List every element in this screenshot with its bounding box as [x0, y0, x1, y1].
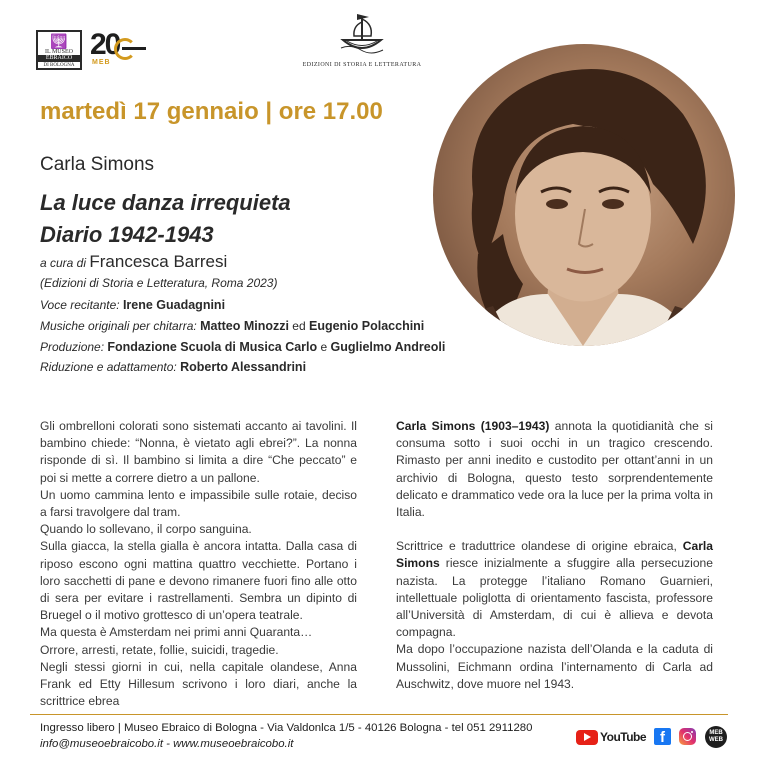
credit-adaptation — [40, 360, 306, 374]
instagram-icon[interactable] — [679, 728, 696, 745]
mebweb-line1: MEB — [709, 730, 723, 736]
credit-production — [40, 340, 445, 354]
credit-production-role: Produzione: — [40, 340, 108, 354]
anniversary-logo — [90, 30, 146, 70]
museo-ebraico-logo — [36, 30, 82, 70]
credit-adaptation-name: Roberto Alessandrini — [180, 360, 307, 374]
museo-logo-line3: DI BOLOGNA — [43, 63, 75, 68]
museo-logo-line1: IL MUSEO — [45, 49, 73, 55]
body-right-p1-text: annota la quotidianità che si consuma sotto i suoi occhi in un tragico crescendo. Rimasto per anni inedito e custodito per ottant’anni in un archivio di Bologna, questo testo sorprendentemente delicato e drammatico vede ora la luce per la prima volta in Italia. — [396, 419, 713, 520]
footer-divider — [30, 714, 728, 715]
anniversary-number: 20 — [90, 28, 120, 61]
credit-voice — [40, 298, 225, 312]
book-title-line2: Diario 1942-1943 — [40, 222, 214, 247]
anniversary-sub: MEB — [92, 59, 111, 66]
museo-logo-line2: EBRAICO — [38, 55, 80, 62]
credit-music-join: ed — [288, 319, 309, 333]
credit-adaptation-role: Riduzione e adattamento: — [40, 360, 181, 374]
anniversary-bar — [122, 47, 146, 50]
publisher-logo — [292, 10, 432, 72]
credit-music-name2: Eugenio Polacchini — [308, 319, 425, 333]
curator-name: Francesca Barresi — [89, 252, 228, 271]
author-portrait — [433, 44, 735, 346]
body-right-p2-text: riesce inizialmente a sfuggire alla persecuzione nazista. La protegge l’italiano Romano Guarnieri, intellettuale poliglotta di orientamento fascista, professore all’Università di Amsterdam, di cui è allieva e devota compagna. — [396, 556, 713, 640]
body-left-paragraph: Ma questa è Amsterdam nei primi anni Quaranta… — [40, 625, 313, 640]
mebweb-line2: WEB — [709, 737, 723, 743]
menorah-icon: 🕎 — [50, 33, 68, 49]
credit-production-name1: Fondazione Scuola di Musica Carlo — [107, 340, 318, 354]
body-left-paragraph: Sulla giacca, la stella gialla è ancora intatta. Dalla casa di riposo escono ogni mattina quattro vecchiette. Portano i loro sacchetti di pane e devono rimanere fuori fino alle otto di sera per evitare i rastrellamenti. Sembra un dipinto di Bruegel o il motivo grottesco di un’opera teatrale. — [40, 539, 357, 623]
youtube-label: YouTube — [600, 730, 647, 744]
body-right-author-name: Carla Simons — [396, 539, 713, 571]
credit-voice-role: Voce recitante: — [40, 298, 123, 312]
credit-music-role: Musiche originali per chitarra: — [40, 319, 201, 333]
body-left-paragraph: Negli stessi giorni in cui, nella capitale olandese, Anna Frank ed Etty Hillesum scrivono i loro diari, anche la scrittrice ebrea — [40, 659, 357, 709]
body-left-paragraph: Quando lo sollevano, il corpo sanguina. — [40, 522, 252, 537]
body-right-author-dates: Carla Simons (1903–1943) — [396, 419, 550, 433]
footer-address: Ingresso libero | Museo Ebraico di Bologna - Via Valdonlca 1/5 - 40126 Bologna - tel 051 2911280 — [40, 722, 533, 734]
boat-emblem-icon — [337, 10, 387, 60]
youtube-icon — [576, 730, 598, 745]
body-right-p2-pre: Scrittrice e traduttrice olandese di origine ebraica, — [396, 539, 683, 554]
publisher-caption: EDIZIONI DI STORIA E LETTERATURA — [302, 62, 422, 68]
edition-info: (Edizioni di Storia e Letteratura, Roma 2023) — [40, 276, 278, 290]
youtube-link[interactable] — [576, 728, 646, 746]
book-title-line1: La luce danza irrequieta — [40, 190, 291, 215]
credit-music-name1: Matteo Minozzi — [200, 319, 289, 333]
body-left-paragraph: Gli ombrelloni colorati sono sistemati accanto ai tavolini. Il bambino chiede: “Nonna, è vietato agli ebrei?”. La nonna risponde di sì. Il bambino si limita a dire “Che peccato” e poi si mette a correre dietro a un pallone. — [40, 419, 357, 485]
mebweb-icon[interactable] — [705, 726, 727, 748]
curator-line — [40, 252, 227, 272]
credit-voice-name: Irene Guadagnini — [122, 298, 226, 312]
body-left-column — [40, 418, 357, 710]
body-left-paragraph: Orrore, arresti, retate, follie, suicidi, tragedie. — [40, 642, 279, 657]
credit-production-name2: Guglielmo Andreoli — [330, 340, 446, 354]
credit-production-join: e — [317, 340, 331, 354]
book-author: Carla Simons — [40, 154, 155, 175]
body-right-paragraph-1 — [396, 418, 713, 521]
event-date: martedì 17 gennaio | ore 17.00 — [40, 98, 383, 125]
curator-prefix: a cura di — [40, 256, 90, 270]
body-right-column — [396, 418, 713, 693]
body-left-paragraph: Un uomo cammina lento e impassibile sulle rotaie, deciso a farsi travolgere dal tram. — [40, 487, 357, 520]
facebook-icon[interactable]: f — [654, 728, 671, 745]
footer-contacts: info@museoebraicobo.it - www.museoebraicobo.it — [40, 738, 294, 750]
body-right-paragraph-2 — [396, 538, 713, 641]
paragraph-spacer — [396, 521, 713, 538]
credit-music — [40, 319, 424, 333]
body-right-paragraph-3: Ma dopo l’occupazione nazista dell’Olanda e la caduta di Mussolini, Eichmann ordina l’internamento di Carla ad Auschwitz, dove muore nel 1943. — [396, 642, 713, 691]
